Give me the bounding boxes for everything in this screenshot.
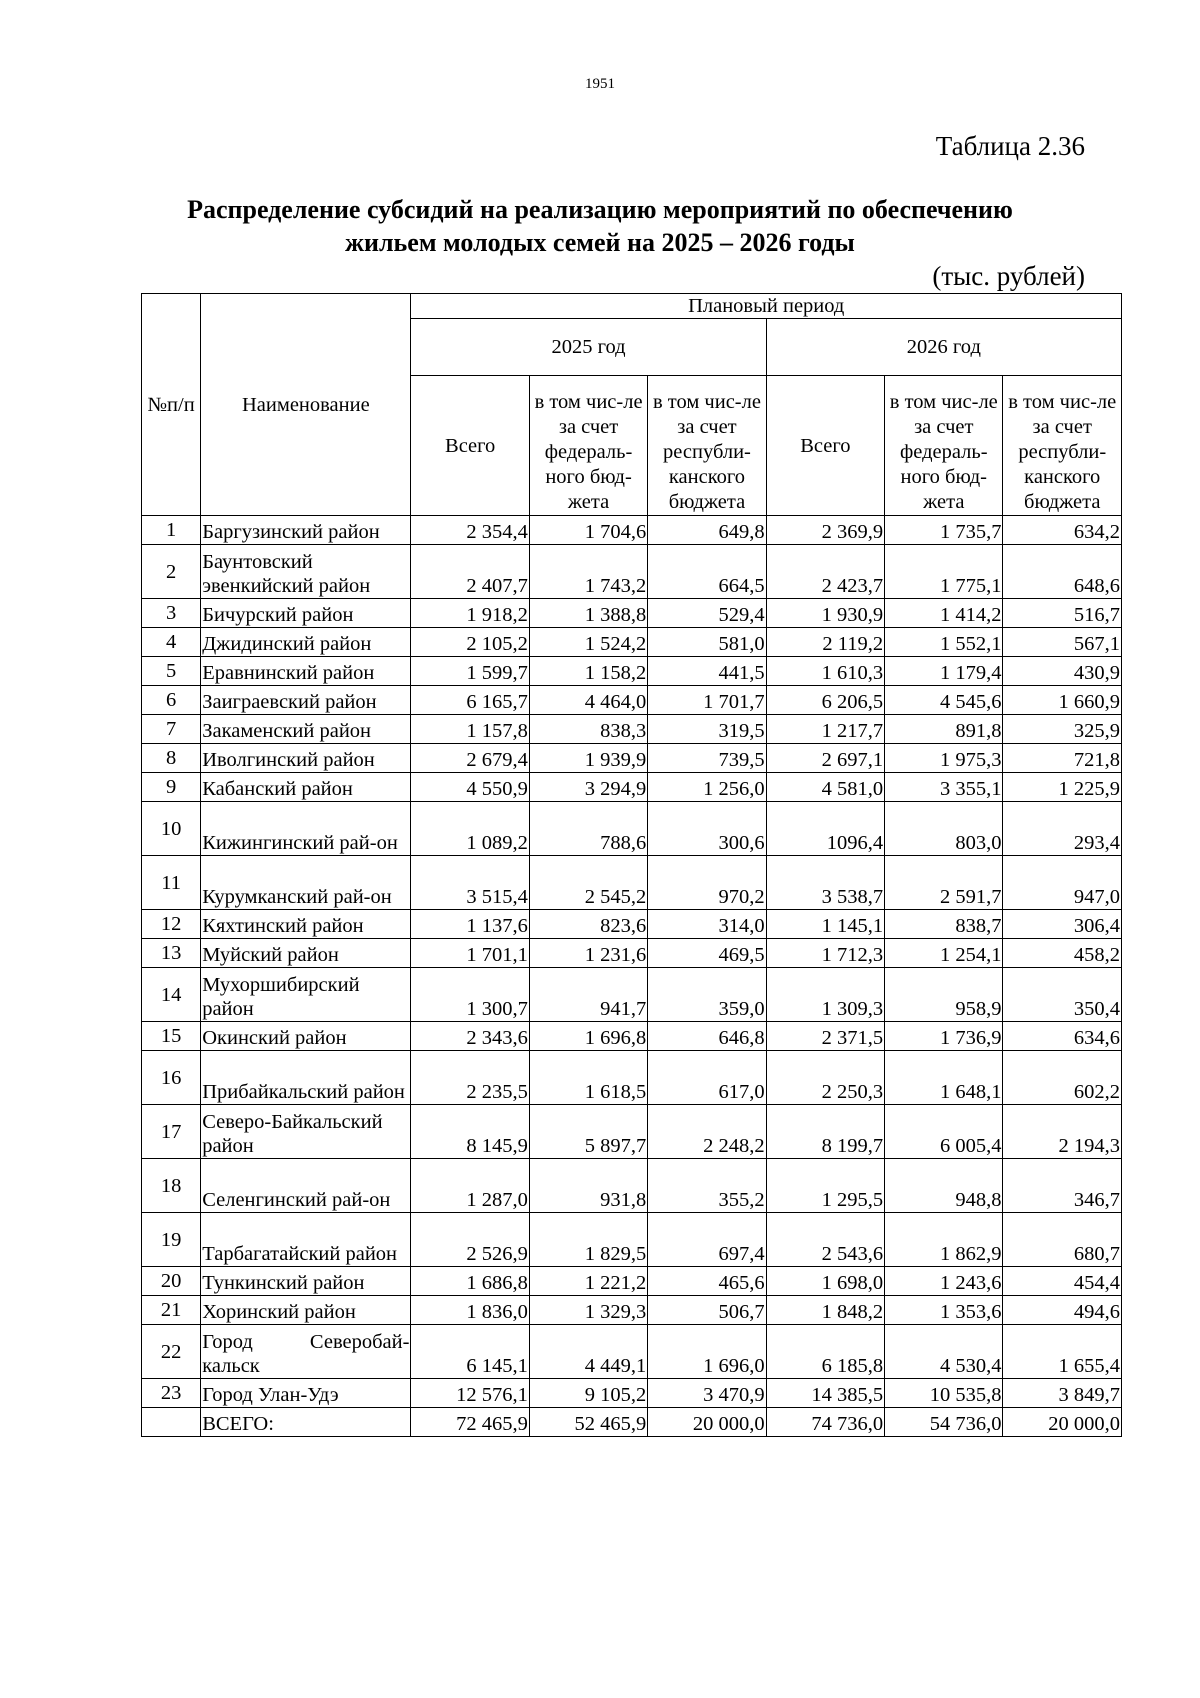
total-2025: 2 105,2 [411,628,529,657]
row-number: 20 [142,1267,201,1296]
header-total-2025: Всего [411,376,529,516]
republic-2026: 680,7 [1003,1213,1122,1267]
federal-2025: 52 465,9 [529,1408,647,1437]
district-name: Северо-Байкальский район [201,1105,411,1159]
table-row [142,516,1122,545]
republic-2026: 634,2 [1003,516,1122,545]
federal-2025: 1 221,2 [529,1267,647,1296]
header-num: №п/п [142,294,201,516]
table-row [142,1051,1122,1105]
total-2026: 14 385,5 [766,1379,884,1408]
table-row [142,657,1122,686]
table-row [142,910,1122,939]
federal-2025: 9 105,2 [529,1379,647,1408]
federal-2026: 1 179,4 [885,657,1003,686]
total-2025: 12 576,1 [411,1379,529,1408]
row-number: 18 [142,1159,201,1213]
row-number: 12 [142,910,201,939]
district-name: Баргузинский район [201,516,411,545]
total-2025: 1 918,2 [411,599,529,628]
republic-2025: 697,4 [648,1213,766,1267]
units-label: (тыс. рублей) [932,261,1085,291]
republic-2025: 646,8 [648,1022,766,1051]
total-row [142,1408,1122,1437]
republic-2026: 516,7 [1003,599,1122,628]
district-name: Джидинский район [201,628,411,657]
federal-2025: 1 704,6 [529,516,647,545]
table-row [142,715,1122,744]
federal-2025: 823,6 [529,910,647,939]
table-body [142,516,1122,1437]
total-2025: 2 354,4 [411,516,529,545]
federal-2025: 5 897,7 [529,1105,647,1159]
total-2026: 2 250,3 [766,1051,884,1105]
republic-2025: 1 701,7 [648,686,766,715]
district-name: Мухоршибирский район [201,968,411,1022]
row-number: 19 [142,1213,201,1267]
republic-2025: 319,5 [648,715,766,744]
republic-2026: 1 225,9 [1003,773,1122,802]
republic-2025: 506,7 [648,1296,766,1325]
district-name: Кижингинский рай-он [201,802,411,856]
federal-2026: 838,7 [885,910,1003,939]
republic-2025: 970,2 [648,856,766,910]
total-2026: 1 309,3 [766,968,884,1022]
total-2025: 2 407,7 [411,545,529,599]
federal-2026: 10 535,8 [885,1379,1003,1408]
total-2025: 1 701,1 [411,939,529,968]
total-2026: 6 185,8 [766,1325,884,1379]
header-name: Наименование [201,294,411,516]
republic-2026: 634,6 [1003,1022,1122,1051]
federal-2026: 1 862,9 [885,1213,1003,1267]
republic-2026: 293,4 [1003,802,1122,856]
republic-2025: 739,5 [648,744,766,773]
total-2026: 6 206,5 [766,686,884,715]
table-row [142,1379,1122,1408]
federal-2026: 1 552,1 [885,628,1003,657]
federal-2025: 931,8 [529,1159,647,1213]
row-number: 14 [142,968,201,1022]
district-name: Селенгинский рай-он [201,1159,411,1213]
district-name: Курумканский рай-он [201,856,411,910]
table-row [142,1213,1122,1267]
header-planned-period: Плановый период [411,294,1122,319]
table-row [142,744,1122,773]
total-2025: 2 679,4 [411,744,529,773]
federal-2026: 6 005,4 [885,1105,1003,1159]
republic-2026: 3 849,7 [1003,1379,1122,1408]
title-line-1: Распределение субсидий на реализацию мероприятий по обеспечению [187,195,1013,224]
federal-2026: 1 975,3 [885,744,1003,773]
federal-2025: 941,7 [529,968,647,1022]
total-2025: 4 550,9 [411,773,529,802]
total-2026: 8 199,7 [766,1105,884,1159]
republic-2026: 567,1 [1003,628,1122,657]
header-republic-2025: в том чис-ле за счет республи-канского бюджета [648,376,766,516]
total-2025: 1 836,0 [411,1296,529,1325]
district-name: Иволгинский район [201,744,411,773]
federal-2025: 1 388,8 [529,599,647,628]
row-number: 22 [142,1325,201,1379]
total-2025: 2 343,6 [411,1022,529,1051]
total-2026: 2 543,6 [766,1213,884,1267]
federal-2026: 54 736,0 [885,1408,1003,1437]
district-name: Еравнинский район [201,657,411,686]
row-number: 9 [142,773,201,802]
total-2026: 2 697,1 [766,744,884,773]
title-line-2: жильем молодых семей на 2025 – 2026 годы [345,228,855,257]
total-2026: 1 217,7 [766,715,884,744]
total-2026: 1 145,1 [766,910,884,939]
federal-2026: 4 545,6 [885,686,1003,715]
district-name: Город Северобай-кальск [201,1325,411,1379]
table-row [142,1296,1122,1325]
republic-2025: 469,5 [648,939,766,968]
total-2025: 1 287,0 [411,1159,529,1213]
federal-2026: 958,9 [885,968,1003,1022]
republic-2025: 300,6 [648,802,766,856]
total-2026: 3 538,7 [766,856,884,910]
header-year-2026: 2026 год [766,319,1121,376]
federal-2026: 1 414,2 [885,599,1003,628]
republic-2026: 947,0 [1003,856,1122,910]
district-name: Тункинский район [201,1267,411,1296]
republic-2025: 3 470,9 [648,1379,766,1408]
header-federal-2026: в том чис-ле за счет федераль-ного бюд-жета [885,376,1003,516]
document-title [0,193,1200,259]
republic-2026: 458,2 [1003,939,1122,968]
republic-2026: 602,2 [1003,1051,1122,1105]
table-reference: Таблица 2.36 [935,131,1085,161]
district-name: Кяхтинский район [201,910,411,939]
total-2025: 8 145,9 [411,1105,529,1159]
row-number: 2 [142,545,201,599]
federal-2026: 1 735,7 [885,516,1003,545]
republic-2026: 494,6 [1003,1296,1122,1325]
table-row [142,1105,1122,1159]
total-2026: 2 371,5 [766,1022,884,1051]
row-number: 7 [142,715,201,744]
total-2025: 2 235,5 [411,1051,529,1105]
district-name: Прибайкальский район [201,1051,411,1105]
federal-2026: 803,0 [885,802,1003,856]
table-row [142,545,1122,599]
republic-2025: 359,0 [648,968,766,1022]
federal-2026: 1 353,6 [885,1296,1003,1325]
republic-2025: 1 696,0 [648,1325,766,1379]
republic-2026: 454,4 [1003,1267,1122,1296]
republic-2025: 649,8 [648,516,766,545]
total-2025: 6 165,7 [411,686,529,715]
federal-2026: 2 591,7 [885,856,1003,910]
row-number: 23 [142,1379,201,1408]
federal-2025: 1 829,5 [529,1213,647,1267]
republic-2025: 1 256,0 [648,773,766,802]
district-name: Муйский район [201,939,411,968]
district-name: Бичурский район [201,599,411,628]
federal-2025: 1 158,2 [529,657,647,686]
table-row [142,1022,1122,1051]
republic-2026: 721,8 [1003,744,1122,773]
table-row [142,628,1122,657]
district-name: ВСЕГО: [201,1408,411,1437]
row-number: 5 [142,657,201,686]
row-number: 21 [142,1296,201,1325]
republic-2026: 2 194,3 [1003,1105,1122,1159]
row-number: 6 [142,686,201,715]
table-row [142,802,1122,856]
row-number: 15 [142,1022,201,1051]
federal-2025: 788,6 [529,802,647,856]
district-name: Тарбагатайский район [201,1213,411,1267]
total-2025: 3 515,4 [411,856,529,910]
federal-2026: 1 648,1 [885,1051,1003,1105]
federal-2025: 2 545,2 [529,856,647,910]
row-number: 17 [142,1105,201,1159]
row-number: 4 [142,628,201,657]
federal-2026: 1 243,6 [885,1267,1003,1296]
total-2026: 1 712,3 [766,939,884,968]
federal-2025: 4 464,0 [529,686,647,715]
header-republic-2026: в том чис-ле за счет республи-канского бюджета [1003,376,1122,516]
republic-2026: 325,9 [1003,715,1122,744]
district-name: Окинский район [201,1022,411,1051]
republic-2025: 314,0 [648,910,766,939]
total-2025: 1 300,7 [411,968,529,1022]
republic-2026: 1 655,4 [1003,1325,1122,1379]
row-number: 11 [142,856,201,910]
total-2026: 1 698,0 [766,1267,884,1296]
federal-2025: 1 696,8 [529,1022,647,1051]
republic-2025: 465,6 [648,1267,766,1296]
total-2026: 74 736,0 [766,1408,884,1437]
federal-2025: 1 743,2 [529,545,647,599]
republic-2026: 648,6 [1003,545,1122,599]
federal-2025: 4 449,1 [529,1325,647,1379]
total-2026: 2 119,2 [766,628,884,657]
republic-2025: 664,5 [648,545,766,599]
republic-2025: 617,0 [648,1051,766,1105]
total-2025: 1 089,2 [411,802,529,856]
header-federal-2025: в том чис-ле за счет федераль-ного бюд-жета [529,376,647,516]
republic-2026: 20 000,0 [1003,1408,1122,1437]
republic-2026: 306,4 [1003,910,1122,939]
federal-2025: 1 231,6 [529,939,647,968]
federal-2026: 891,8 [885,715,1003,744]
federal-2026: 1 254,1 [885,939,1003,968]
subsidy-table [141,293,1122,1437]
total-2026: 1 930,9 [766,599,884,628]
total-2025: 6 145,1 [411,1325,529,1379]
federal-2025: 838,3 [529,715,647,744]
federal-2026: 3 355,1 [885,773,1003,802]
republic-2025: 2 248,2 [648,1105,766,1159]
total-2026: 1 295,5 [766,1159,884,1213]
total-2025: 1 599,7 [411,657,529,686]
table-row [142,773,1122,802]
republic-2025: 355,2 [648,1159,766,1213]
table-row [142,1267,1122,1296]
federal-2025: 1 329,3 [529,1296,647,1325]
page-number: 1951 [585,76,615,92]
row-number: 16 [142,1051,201,1105]
republic-2026: 346,7 [1003,1159,1122,1213]
district-name: Хоринский район [201,1296,411,1325]
federal-2025: 3 294,9 [529,773,647,802]
table-row [142,856,1122,910]
district-name: Кабанский район [201,773,411,802]
republic-2025: 441,5 [648,657,766,686]
district-name: Баунтовский эвенкийский район [201,545,411,599]
republic-2026: 1 660,9 [1003,686,1122,715]
republic-2025: 20 000,0 [648,1408,766,1437]
header-total-2026: Всего [766,376,884,516]
republic-2026: 430,9 [1003,657,1122,686]
row-number: 10 [142,802,201,856]
row-number: 1 [142,516,201,545]
table-row [142,939,1122,968]
total-2025: 2 526,9 [411,1213,529,1267]
total-2025: 1 137,6 [411,910,529,939]
republic-2026: 350,4 [1003,968,1122,1022]
table-row [142,599,1122,628]
header-year-2025: 2025 год [411,319,766,376]
district-name: Закаменский район [201,715,411,744]
total-2025: 72 465,9 [411,1408,529,1437]
table-row [142,1325,1122,1379]
table-header [142,294,1122,516]
row-number: 13 [142,939,201,968]
federal-2026: 4 530,4 [885,1325,1003,1379]
federal-2025: 1 524,2 [529,628,647,657]
row-number: 8 [142,744,201,773]
total-2026: 2 423,7 [766,545,884,599]
federal-2025: 1 618,5 [529,1051,647,1105]
federal-2025: 1 939,9 [529,744,647,773]
federal-2026: 1 775,1 [885,545,1003,599]
total-2025: 1 157,8 [411,715,529,744]
federal-2026: 948,8 [885,1159,1003,1213]
total-2026: 4 581,0 [766,773,884,802]
federal-2026: 1 736,9 [885,1022,1003,1051]
table-row [142,968,1122,1022]
row-number [142,1408,201,1437]
district-name: Заиграевский район [201,686,411,715]
row-number: 3 [142,599,201,628]
table-row [142,1159,1122,1213]
total-2026: 1 848,2 [766,1296,884,1325]
total-2026: 1 610,3 [766,657,884,686]
republic-2025: 529,4 [648,599,766,628]
total-2026: 2 369,9 [766,516,884,545]
total-2025: 1 686,8 [411,1267,529,1296]
republic-2025: 581,0 [648,628,766,657]
district-name: Город Улан-Удэ [201,1379,411,1408]
total-2026: 1096,4 [766,802,884,856]
table-row [142,686,1122,715]
